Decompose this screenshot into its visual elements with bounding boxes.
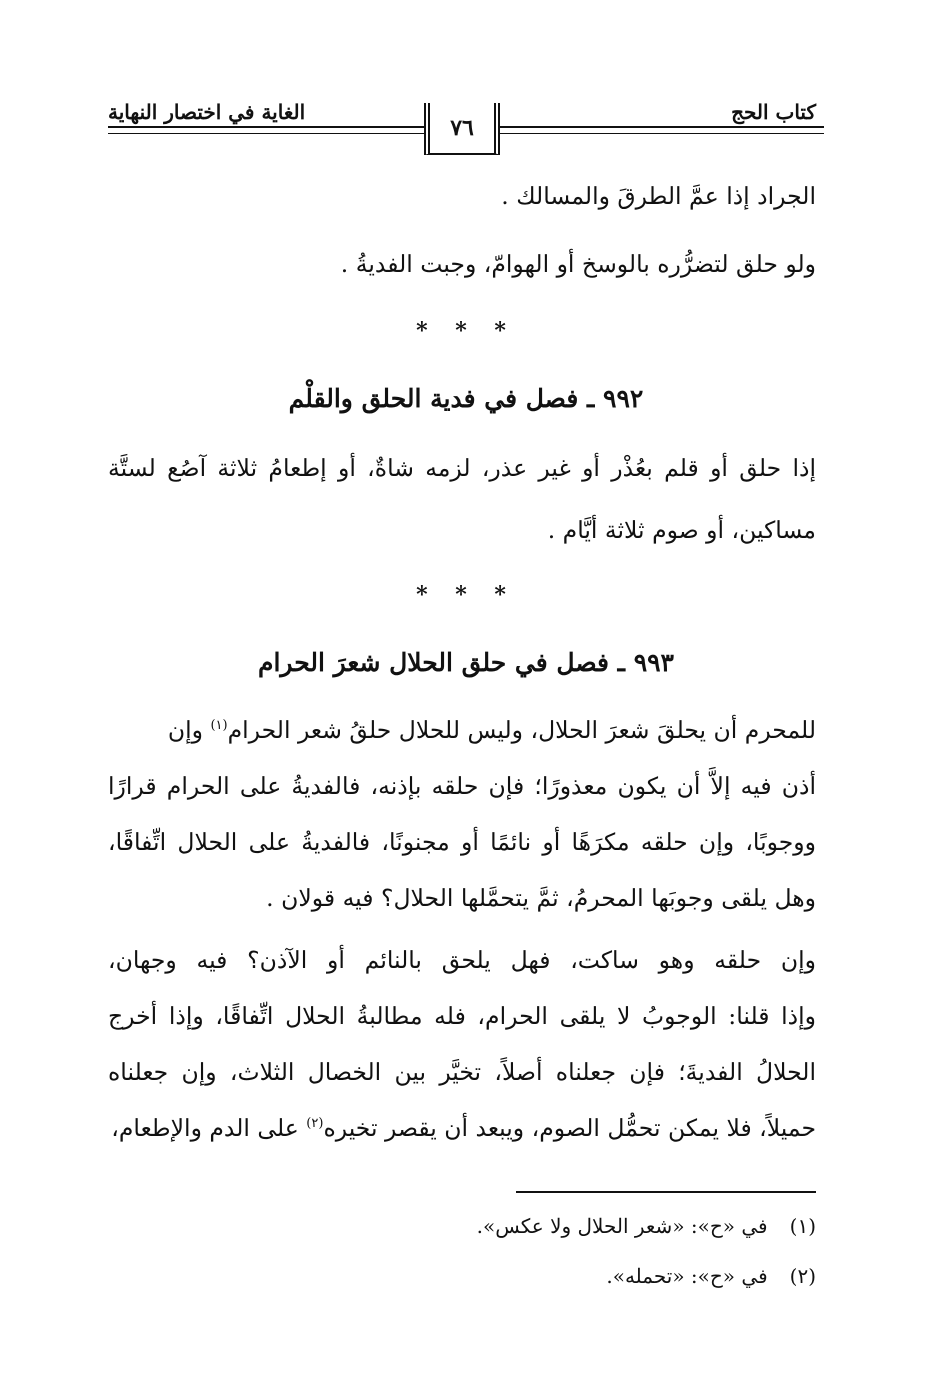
section-separator: * * *: [416, 582, 516, 608]
footnote-text: في «ح»: «شعر الحلال ولا عكس».: [476, 1214, 768, 1238]
text-line: مساكين، أو صوم ثلاثة أيَّام .: [547, 516, 816, 544]
section-heading-993: ٩٩٣ ـ فصل في حلق الحلال شعرَ الحرام: [258, 648, 674, 677]
text-line: وإذا قلنا: الوجوبُ لا يلقى الحرام، فله مطالبةُ الحلال اتِّفاقًا، وإذا أخرج: [108, 1002, 816, 1030]
page-number-box: [424, 103, 500, 155]
running-header-section: كتاب الحج: [731, 100, 816, 124]
text-span: حميلاً، فلا يمكن تحمُّل الصوم، ويبعد أن يقصر تخيره: [323, 1114, 816, 1142]
text-line: [111, 1114, 816, 1142]
footnote-rule: [516, 1191, 816, 1193]
footnote-1: [477, 1214, 816, 1238]
text-line: ولو حلق لتضرُّره بالوسخ أو الهوامّ، وجبت الفديةُ .: [340, 250, 816, 278]
footnote-ref-1: (١): [210, 718, 228, 734]
text-line: إذا حلق أو قلم بعُذْر أو غير عذر، لزمه شاةٌ، أو إطعامُ ثلاثة آصُع لستَّة: [108, 454, 816, 482]
running-header-book-title: الغاية في اختصار النهاية: [108, 100, 306, 124]
page-number: ٧٦: [450, 115, 474, 141]
text-line: ووجوبًا، وإن حلقه مكرَهًا أو نائمًا أو مجنونًا، فالفديةُ على الحلال اتِّفاقًا،: [108, 828, 816, 856]
text-line: وإن حلقه وهو ساكت، فهل يلحق بالنائم أو الآذن؟ فيه وجهان،: [108, 946, 816, 974]
footnote-2: [606, 1264, 816, 1288]
text-span: للمحرم أن يحلقَ شعرَ الحلال، وليس للحلال حلقُ شعر الحرام: [227, 716, 816, 744]
text-line: الجراد إذا عمَّ الطرقَ والمسالك .: [501, 182, 816, 210]
footnote-text: في «ح»: «تحمله».: [606, 1264, 768, 1288]
text-line: أذن فيه إلاَّ أن يكون معذورًا؛ فإن حلقه بإذنه، فالفديةُ على الحرام قرارًا: [108, 772, 816, 800]
text-line: [168, 716, 816, 744]
section-heading-992: ٩٩٢ ـ فصل في فدية الحلق والقلْم: [288, 384, 644, 413]
footnote-ref-2: (٢): [306, 1116, 324, 1132]
footnote-number: (٢): [789, 1264, 816, 1288]
text-line: الحلالُ الفديةَ؛ فإن جعلناه أصلاً، تخيَّر بين الخصال الثلاث، وإن جعلناه: [108, 1058, 816, 1086]
text-span: وإن: [167, 716, 211, 744]
text-span: على الدم والإطعام،: [111, 1114, 307, 1142]
footnote-number: (١): [789, 1214, 816, 1238]
text-line: وهل يلقى وجوبَها المحرمُ، ثمَّ يتحمَّلها الحلال؟ فيه قولان .: [266, 884, 816, 912]
section-separator: * * *: [416, 318, 516, 344]
